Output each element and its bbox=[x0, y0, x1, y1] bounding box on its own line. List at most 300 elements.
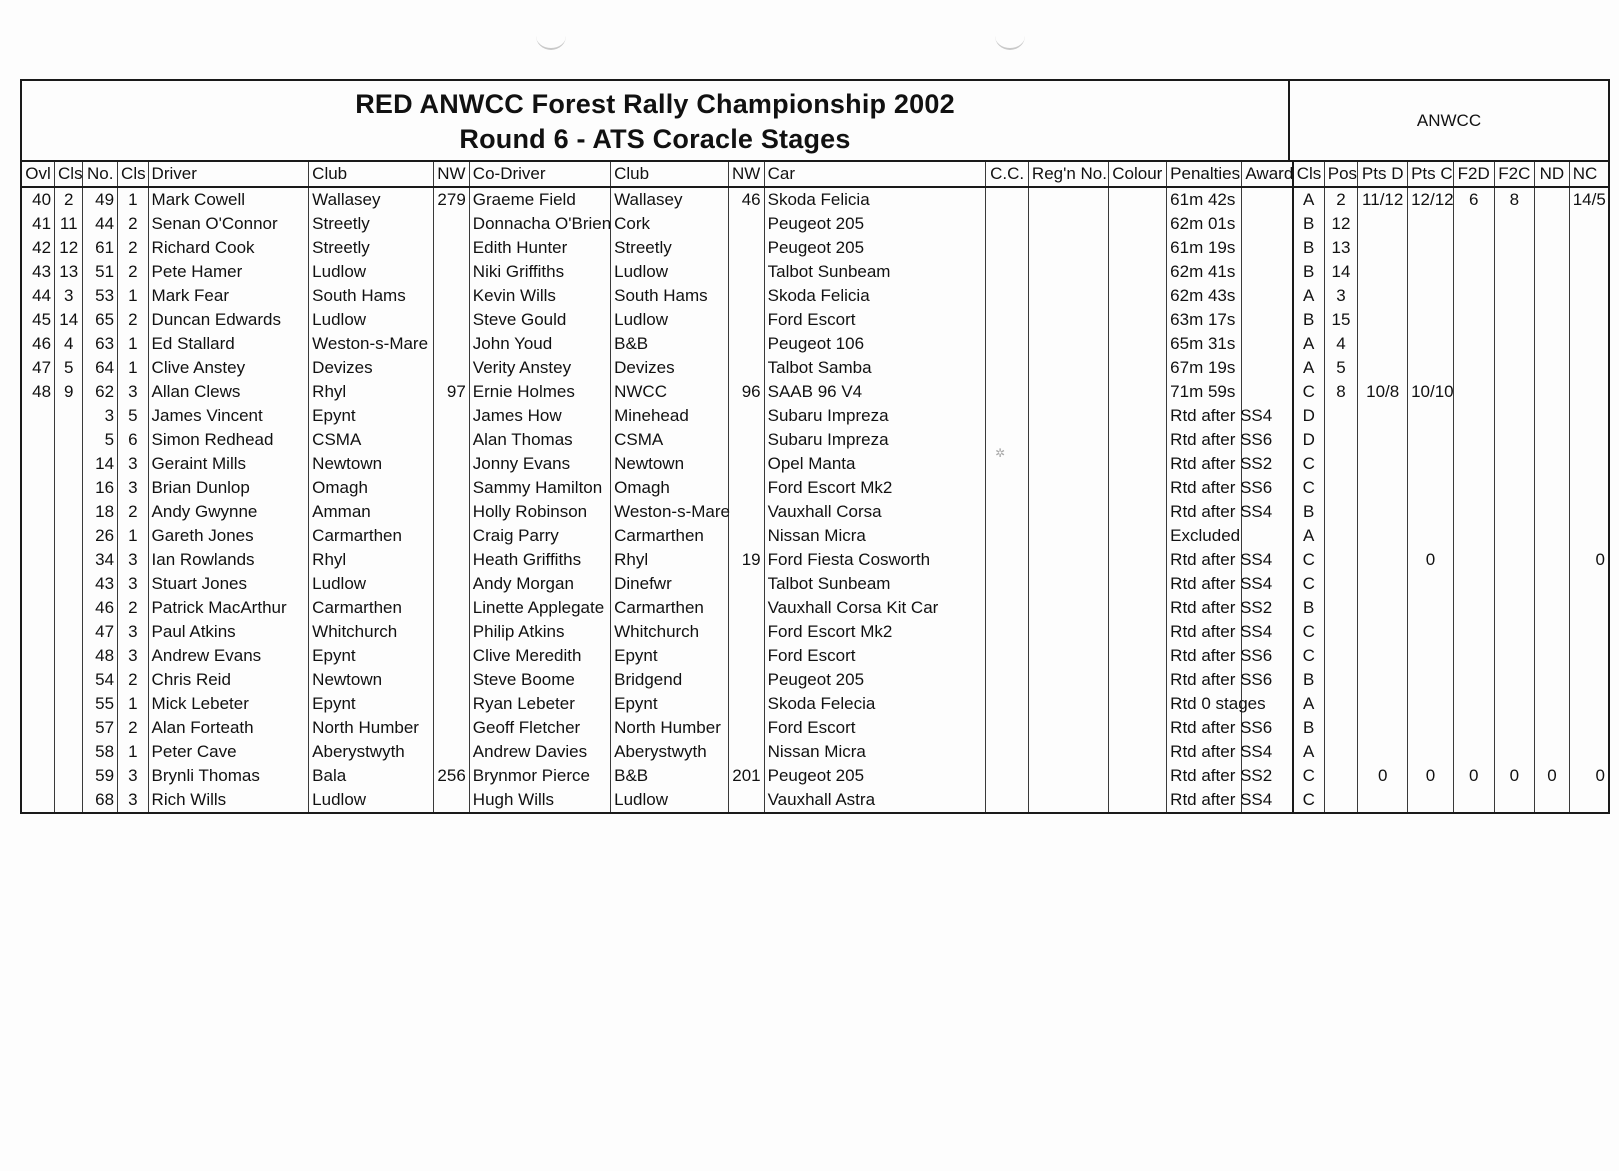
cell-award bbox=[1242, 356, 1293, 380]
table-row bbox=[22, 187, 1608, 212]
cell-f2c bbox=[1494, 260, 1535, 284]
cell-penalties: Rtd after SS4 bbox=[1167, 548, 1242, 572]
cell-nc bbox=[1569, 668, 1608, 692]
cell-class: 6 bbox=[118, 428, 149, 452]
cell-anwcc-pos bbox=[1324, 572, 1358, 596]
cell-colour bbox=[1109, 620, 1167, 644]
cell-pts-c bbox=[1408, 788, 1454, 812]
cell-class-pos bbox=[55, 428, 83, 452]
header-f2c: F2C bbox=[1494, 162, 1535, 187]
cell-penalties: Rtd after SS2 bbox=[1167, 764, 1242, 788]
cell-reg-no bbox=[1028, 260, 1108, 284]
cell-nc bbox=[1569, 500, 1608, 524]
cell-car-no: 62 bbox=[83, 380, 118, 404]
championship-title: RED ANWCC Forest Rally Championship 2002 bbox=[355, 89, 955, 119]
cell-colour bbox=[1109, 187, 1167, 212]
cell-colour bbox=[1109, 284, 1167, 308]
cell-co-driver-nw bbox=[729, 476, 765, 500]
cell-class-pos: 13 bbox=[55, 260, 83, 284]
cell-driver-club: Devizes bbox=[309, 356, 434, 380]
cell-pts-c bbox=[1408, 596, 1454, 620]
cell-car: Nissan Micra bbox=[764, 740, 986, 764]
cell-nc bbox=[1569, 788, 1608, 812]
cell-pts-c bbox=[1408, 236, 1454, 260]
cell-f2d bbox=[1453, 596, 1494, 620]
cell-f2c bbox=[1494, 212, 1535, 236]
cell-car-no: 55 bbox=[83, 692, 118, 716]
cell-f2d bbox=[1453, 236, 1494, 260]
cell-co-driver-nw bbox=[729, 788, 765, 812]
cell-colour bbox=[1109, 380, 1167, 404]
cell-class: 3 bbox=[118, 764, 149, 788]
cell-co-driver-club: Wallasey bbox=[611, 187, 729, 212]
cell-co-driver-nw bbox=[729, 404, 765, 428]
cell-colour bbox=[1109, 260, 1167, 284]
cell-co-driver-nw bbox=[729, 212, 765, 236]
cell-driver-club: Streetly bbox=[309, 212, 434, 236]
table-row bbox=[22, 332, 1608, 356]
cell-co-driver-club: Cork bbox=[611, 212, 729, 236]
cell-nd: 0 bbox=[1535, 764, 1570, 788]
cell-car-no: 49 bbox=[83, 187, 118, 212]
cell-anwcc-pos bbox=[1324, 452, 1358, 476]
header-f2d: F2D bbox=[1453, 162, 1494, 187]
cell-class: 3 bbox=[118, 380, 149, 404]
cell-f2c bbox=[1494, 596, 1535, 620]
cell-class: 3 bbox=[118, 788, 149, 812]
cell-driver-nw: 97 bbox=[434, 380, 470, 404]
cell-anwcc-class: B bbox=[1293, 308, 1325, 332]
cell-penalties: 61m 19s bbox=[1167, 236, 1242, 260]
cell-pts-c bbox=[1408, 620, 1454, 644]
cell-co-driver-club: Dinefwr bbox=[611, 572, 729, 596]
cell-pts-d bbox=[1358, 332, 1408, 356]
cell-car-no: 64 bbox=[83, 356, 118, 380]
cell-award bbox=[1242, 236, 1293, 260]
cell-driver-club: Whitchurch bbox=[309, 620, 434, 644]
cell-car: Talbot Sunbeam bbox=[764, 572, 986, 596]
cell-car-no: 18 bbox=[83, 500, 118, 524]
cell-overall bbox=[22, 692, 55, 716]
cell-co-driver-nw: 19 bbox=[729, 548, 765, 572]
cell-car: Skoda Felecia bbox=[764, 692, 986, 716]
cell-pts-c bbox=[1408, 572, 1454, 596]
cell-car: Peugeot 106 bbox=[764, 332, 986, 356]
cell-car: Ford Escort Mk2 bbox=[764, 476, 986, 500]
cell-penalties: Rtd after SS6 bbox=[1167, 644, 1242, 668]
cell-co-driver-club: North Humber bbox=[611, 716, 729, 740]
cell-colour bbox=[1109, 332, 1167, 356]
cell-co-driver: Linette Applegate bbox=[469, 596, 610, 620]
cell-driver: Ed Stallard bbox=[148, 332, 309, 356]
table-row bbox=[22, 668, 1608, 692]
cell-co-driver-nw bbox=[729, 596, 765, 620]
cell-nc: 0 bbox=[1569, 764, 1608, 788]
cell-driver-nw bbox=[434, 284, 470, 308]
cell-f2d bbox=[1453, 524, 1494, 548]
cell-f2d bbox=[1453, 500, 1494, 524]
cell-pts-d bbox=[1358, 620, 1408, 644]
cell-anwcc-class: B bbox=[1293, 596, 1325, 620]
table-row bbox=[22, 500, 1608, 524]
cell-penalties: Rtd after SS6 bbox=[1167, 476, 1242, 500]
cell-driver-club: Amman bbox=[309, 500, 434, 524]
cell-nd bbox=[1535, 524, 1570, 548]
cell-overall bbox=[22, 788, 55, 812]
cell-driver: Chris Reid bbox=[148, 668, 309, 692]
cell-co-driver-club: Aberystwyth bbox=[611, 740, 729, 764]
cell-overall bbox=[22, 644, 55, 668]
cell-f2d: 6 bbox=[1453, 187, 1494, 212]
cell-driver-club: Ludlow bbox=[309, 260, 434, 284]
header-nc: NC bbox=[1569, 162, 1608, 187]
cell-co-driver-club: Ludlow bbox=[611, 308, 729, 332]
cell-anwcc-pos bbox=[1324, 788, 1358, 812]
cell-reg-no bbox=[1028, 668, 1108, 692]
cell-reg-no bbox=[1028, 644, 1108, 668]
cell-overall bbox=[22, 668, 55, 692]
cell-f2c bbox=[1494, 308, 1535, 332]
cell-nc bbox=[1569, 236, 1608, 260]
cell-class-pos: 14 bbox=[55, 308, 83, 332]
header-row bbox=[22, 162, 1608, 187]
cell-car-no: 47 bbox=[83, 620, 118, 644]
cell-pts-d bbox=[1358, 260, 1408, 284]
cell-driver: Peter Cave bbox=[148, 740, 309, 764]
cell-pts-c bbox=[1408, 668, 1454, 692]
header-pts-d: Pts D bbox=[1358, 162, 1408, 187]
cell-cc bbox=[986, 452, 1029, 476]
cell-co-driver: Kevin Wills bbox=[469, 284, 610, 308]
cell-reg-no bbox=[1028, 500, 1108, 524]
cell-cc bbox=[986, 356, 1029, 380]
table-row bbox=[22, 428, 1608, 452]
cell-penalties: Rtd after SS4 bbox=[1167, 620, 1242, 644]
table-row bbox=[22, 236, 1608, 260]
cell-pts-c bbox=[1408, 308, 1454, 332]
header-colour: Colour bbox=[1109, 162, 1167, 187]
header-driver-club: Club bbox=[309, 162, 434, 187]
cell-f2d bbox=[1453, 476, 1494, 500]
cell-driver: Clive Anstey bbox=[148, 356, 309, 380]
cell-class: 3 bbox=[118, 476, 149, 500]
cell-pts-d bbox=[1358, 284, 1408, 308]
table-row bbox=[22, 476, 1608, 500]
cell-class-pos: 11 bbox=[55, 212, 83, 236]
cell-driver-nw bbox=[434, 332, 470, 356]
cell-pts-d bbox=[1358, 428, 1408, 452]
cell-nc bbox=[1569, 572, 1608, 596]
cell-class-pos bbox=[55, 788, 83, 812]
cell-pts-d bbox=[1358, 572, 1408, 596]
cell-driver-club: Weston-s-Mare bbox=[309, 332, 434, 356]
cell-driver-club: Bala bbox=[309, 764, 434, 788]
cell-penalties: Rtd after SS4 bbox=[1167, 788, 1242, 812]
cell-cc bbox=[986, 187, 1029, 212]
cell-pts-d bbox=[1358, 308, 1408, 332]
cell-driver: Andy Gwynne bbox=[148, 500, 309, 524]
cell-f2d bbox=[1453, 260, 1494, 284]
cell-nc bbox=[1569, 260, 1608, 284]
cell-reg-no bbox=[1028, 212, 1108, 236]
cell-class: 1 bbox=[118, 740, 149, 764]
cell-cc bbox=[986, 788, 1029, 812]
cell-f2d bbox=[1453, 428, 1494, 452]
cell-class: 2 bbox=[118, 500, 149, 524]
cell-reg-no bbox=[1028, 236, 1108, 260]
cell-driver-club: Ludlow bbox=[309, 788, 434, 812]
cell-f2c bbox=[1494, 524, 1535, 548]
cell-reg-no bbox=[1028, 284, 1108, 308]
cell-nc bbox=[1569, 452, 1608, 476]
cell-cc bbox=[986, 572, 1029, 596]
cell-pts-c bbox=[1408, 476, 1454, 500]
cell-driver-nw bbox=[434, 500, 470, 524]
cell-award bbox=[1242, 212, 1293, 236]
cell-nd bbox=[1535, 212, 1570, 236]
cell-colour bbox=[1109, 596, 1167, 620]
cell-f2c bbox=[1494, 428, 1535, 452]
cell-car-no: 26 bbox=[83, 524, 118, 548]
cell-penalties: Rtd after SS6 bbox=[1167, 428, 1242, 452]
cell-car-no: 57 bbox=[83, 716, 118, 740]
cell-penalties: Rtd after SS2 bbox=[1167, 596, 1242, 620]
header-co-driver-nw: NW bbox=[729, 162, 765, 187]
cell-co-driver-club: Ludlow bbox=[611, 260, 729, 284]
cell-cc bbox=[986, 380, 1029, 404]
cell-co-driver: Alan Thomas bbox=[469, 428, 610, 452]
cell-cc bbox=[986, 308, 1029, 332]
cell-penalties: 62m 01s bbox=[1167, 212, 1242, 236]
cell-driver-nw bbox=[434, 260, 470, 284]
cell-driver: Mick Lebeter bbox=[148, 692, 309, 716]
organisation-label: ANWCC bbox=[1416, 110, 1482, 130]
cell-co-driver-club: NWCC bbox=[611, 380, 729, 404]
cell-co-driver-club: Streetly bbox=[611, 236, 729, 260]
cell-co-driver-nw bbox=[729, 668, 765, 692]
cell-f2c bbox=[1494, 668, 1535, 692]
cell-anwcc-pos bbox=[1324, 644, 1358, 668]
cell-nc bbox=[1569, 476, 1608, 500]
cell-f2d bbox=[1453, 740, 1494, 764]
cell-f2d bbox=[1453, 788, 1494, 812]
cell-overall bbox=[22, 428, 55, 452]
cell-car: Ford Escort Mk2 bbox=[764, 620, 986, 644]
cell-class-pos bbox=[55, 716, 83, 740]
cell-anwcc-class: A bbox=[1293, 187, 1325, 212]
cell-nd bbox=[1535, 428, 1570, 452]
cell-class-pos bbox=[55, 644, 83, 668]
cell-driver-club: CSMA bbox=[309, 428, 434, 452]
cell-co-driver-club: Ludlow bbox=[611, 788, 729, 812]
cell-reg-no bbox=[1028, 356, 1108, 380]
cell-anwcc-pos: 4 bbox=[1324, 332, 1358, 356]
cell-f2d bbox=[1453, 332, 1494, 356]
cell-f2c bbox=[1494, 476, 1535, 500]
cell-colour bbox=[1109, 428, 1167, 452]
cell-class: 1 bbox=[118, 332, 149, 356]
cell-co-driver: Geoff Fletcher bbox=[469, 716, 610, 740]
cell-colour bbox=[1109, 476, 1167, 500]
cell-car: Peugeot 205 bbox=[764, 236, 986, 260]
cell-nd bbox=[1535, 716, 1570, 740]
cell-penalties: 62m 41s bbox=[1167, 260, 1242, 284]
cell-driver-nw bbox=[434, 236, 470, 260]
table-row bbox=[22, 356, 1608, 380]
table-row bbox=[22, 572, 1608, 596]
cell-cc bbox=[986, 500, 1029, 524]
cell-anwcc-pos: 5 bbox=[1324, 356, 1358, 380]
cell-car-no: 48 bbox=[83, 644, 118, 668]
cell-pts-d bbox=[1358, 644, 1408, 668]
cell-nc bbox=[1569, 332, 1608, 356]
cell-car: SAAB 96 V4 bbox=[764, 380, 986, 404]
cell-overall bbox=[22, 452, 55, 476]
cell-nd bbox=[1535, 596, 1570, 620]
cell-class-pos bbox=[55, 476, 83, 500]
cell-co-driver-club: Whitchurch bbox=[611, 620, 729, 644]
cell-co-driver: Philip Atkins bbox=[469, 620, 610, 644]
cell-driver-nw bbox=[434, 548, 470, 572]
cell-driver-nw bbox=[434, 212, 470, 236]
header-car-no: No. bbox=[83, 162, 118, 187]
cell-cc bbox=[986, 404, 1029, 428]
cell-overall: 47 bbox=[32, 358, 52, 377]
results-table bbox=[22, 162, 1608, 812]
cell-f2c: 0 bbox=[1494, 764, 1535, 788]
cell-anwcc-pos: 8 bbox=[1324, 380, 1358, 404]
cell-pts-c bbox=[1408, 644, 1454, 668]
cell-car: Subaru Impreza bbox=[764, 428, 986, 452]
cell-anwcc-pos bbox=[1324, 596, 1358, 620]
cell-f2c bbox=[1494, 380, 1535, 404]
cell-colour bbox=[1109, 644, 1167, 668]
cell-reg-no bbox=[1028, 620, 1108, 644]
table-row bbox=[22, 284, 1608, 308]
cell-driver-nw bbox=[434, 644, 470, 668]
cell-nd bbox=[1535, 380, 1570, 404]
cell-nd bbox=[1535, 740, 1570, 764]
cell-f2c bbox=[1494, 644, 1535, 668]
cell-penalties: Rtd after SS4 bbox=[1167, 572, 1242, 596]
cell-car-no: 14 bbox=[83, 452, 118, 476]
cell-co-driver: Andrew Davies bbox=[469, 740, 610, 764]
cell-driver: Andrew Evans bbox=[148, 644, 309, 668]
cell-nc bbox=[1569, 596, 1608, 620]
cell-co-driver-nw bbox=[729, 620, 765, 644]
scan-smudge: ✲ bbox=[995, 446, 1006, 460]
cell-nd bbox=[1535, 668, 1570, 692]
cell-penalties: 67m 19s bbox=[1167, 356, 1242, 380]
header-co-driver-club: Club bbox=[611, 162, 729, 187]
cell-driver-nw bbox=[434, 692, 470, 716]
cell-anwcc-pos bbox=[1324, 548, 1358, 572]
table-body bbox=[22, 187, 1608, 812]
table-row bbox=[22, 764, 1608, 788]
cell-pts-c bbox=[1408, 452, 1454, 476]
cell-car-no: 34 bbox=[83, 548, 118, 572]
cell-penalties: Rtd 0 stages bbox=[1167, 692, 1242, 716]
cell-anwcc-class: A bbox=[1293, 692, 1325, 716]
cell-nd bbox=[1535, 500, 1570, 524]
cell-car-no: 68 bbox=[83, 788, 118, 812]
cell-nc: 0 bbox=[1569, 548, 1608, 572]
cell-driver-nw bbox=[434, 404, 470, 428]
cell-class-pos bbox=[55, 740, 83, 764]
cell-overall: 45 bbox=[32, 310, 52, 329]
cell-pts-d bbox=[1358, 500, 1408, 524]
cell-class-pos bbox=[55, 692, 83, 716]
cell-nc bbox=[1569, 356, 1608, 380]
results-sheet bbox=[20, 79, 1610, 814]
cell-driver-club: Aberystwyth bbox=[309, 740, 434, 764]
cell-overall bbox=[22, 740, 55, 764]
cell-co-driver: Holly Robinson bbox=[469, 500, 610, 524]
cell-anwcc-pos: 13 bbox=[1324, 236, 1358, 260]
sheet-header bbox=[22, 81, 1608, 162]
cell-pts-d: 11/12 bbox=[1358, 187, 1408, 212]
cell-pts-d: 0 bbox=[1358, 764, 1408, 788]
cell-penalties: 63m 17s bbox=[1167, 308, 1242, 332]
cell-award bbox=[1242, 524, 1293, 548]
cell-anwcc-pos: 3 bbox=[1324, 284, 1358, 308]
cell-cc bbox=[986, 764, 1029, 788]
cell-driver-club: Omagh bbox=[309, 476, 434, 500]
cell-nd bbox=[1535, 308, 1570, 332]
cell-anwcc-class: C bbox=[1293, 788, 1325, 812]
cell-driver-nw bbox=[434, 452, 470, 476]
cell-driver-nw bbox=[434, 356, 470, 380]
cell-nc bbox=[1569, 380, 1608, 404]
cell-f2d bbox=[1453, 692, 1494, 716]
cell-co-driver-club: B&B bbox=[611, 332, 729, 356]
table-row bbox=[22, 260, 1608, 284]
cell-anwcc-class: B bbox=[1293, 500, 1325, 524]
cell-driver-club: Newtown bbox=[309, 668, 434, 692]
cell-f2d bbox=[1453, 644, 1494, 668]
cell-anwcc-pos bbox=[1324, 740, 1358, 764]
cell-nd bbox=[1535, 788, 1570, 812]
cell-nd bbox=[1535, 476, 1570, 500]
cell-reg-no bbox=[1028, 308, 1108, 332]
cell-f2d bbox=[1453, 716, 1494, 740]
cell-driver-nw bbox=[434, 308, 470, 332]
cell-co-driver-nw: 46 bbox=[729, 187, 765, 212]
cell-f2c bbox=[1494, 788, 1535, 812]
cell-car: Peugeot 205 bbox=[764, 668, 986, 692]
cell-co-driver: Heath Griffiths bbox=[469, 548, 610, 572]
header-overall: Ovl bbox=[22, 162, 55, 187]
cell-nd bbox=[1535, 572, 1570, 596]
cell-anwcc-class: A bbox=[1293, 332, 1325, 356]
cell-reg-no bbox=[1028, 332, 1108, 356]
cell-pts-c: 10/10 bbox=[1408, 380, 1454, 404]
cell-award bbox=[1242, 284, 1293, 308]
cell-cc bbox=[986, 692, 1029, 716]
cell-driver-club: Wallasey bbox=[309, 187, 434, 212]
cell-f2d bbox=[1453, 380, 1494, 404]
punch-hole-right bbox=[995, 22, 1025, 50]
cell-co-driver: John Youd bbox=[469, 332, 610, 356]
cell-reg-no bbox=[1028, 716, 1108, 740]
cell-driver-nw bbox=[434, 524, 470, 548]
cell-pts-c bbox=[1408, 428, 1454, 452]
cell-nd bbox=[1535, 356, 1570, 380]
cell-f2d bbox=[1453, 572, 1494, 596]
cell-driver: Rich Wills bbox=[148, 788, 309, 812]
cell-pts-c bbox=[1408, 356, 1454, 380]
cell-pts-c bbox=[1408, 212, 1454, 236]
